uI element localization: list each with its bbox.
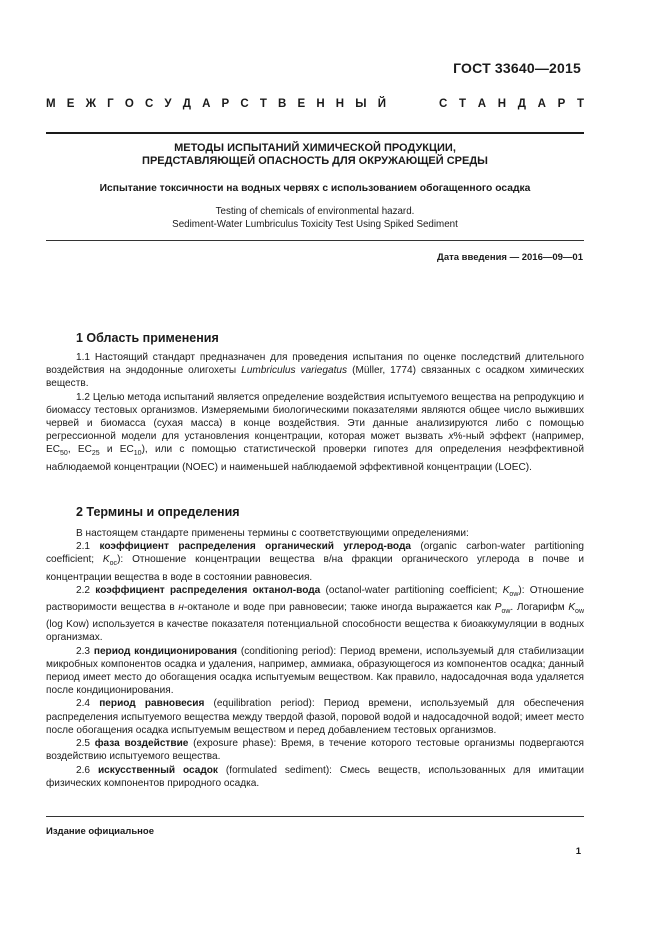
term-2-2: 2.2 коэффициент распределения октанол-вода (octanol-water partitioning coefficient; $K_{ow}$): Отношение растворимости вещества в н-октаноле и воде при равновесии; также иногда выражается как $P_{ow}$. Логарифм $K_{ow}$ (log Kow) используется в качестве показателя потенциальной способности вещества к биоаккумуляции в водных организмах. xyxy=(46,584,584,644)
footer-rule xyxy=(46,816,584,817)
term-2-3: 2.3 период кондиционирования (conditioning period): Период времени, используемый для стабилизации микробных компонентов осадка и удаления, например, аммиака, образующегося из компонентов осадка; данный период имеет место до обогащения осадка испытуемым веществом. Как правило, надосадочная вода удаляется после кондиционирования. xyxy=(46,645,584,697)
standard-word: С Т А Н Д А Р Т xyxy=(439,98,584,110)
section-1-body xyxy=(46,351,584,474)
interstate-word: М Е Ж Г О С У Д А Р С Т В Е Н Н Ы Й xyxy=(46,98,386,110)
introduction-date: Дата введения — 2016—09—01 xyxy=(437,252,583,263)
section-2-heading: 2 Термины и определения xyxy=(76,505,240,519)
document-subtitle: Испытание токсичности на водных червях с использованием обогащенного осадка xyxy=(99,183,531,194)
header-rule xyxy=(46,132,584,134)
english-title-line-1: Testing of chemicals of environmental hazard. xyxy=(215,206,415,217)
section-1-heading: 1 Область применения xyxy=(76,331,219,345)
paragraph-1-1: 1.1 Настоящий стандарт предназначен для проведения испытания по оценке последствий длительного воздействия на эндодонные олигохеты Lumbriculus variegatus (Müller, 1774) связанных с осадком химических веществ. xyxy=(46,352,584,390)
section-2-intro: В настоящем стандарте применены термины с соответствующими определениями: xyxy=(76,528,469,539)
english-title xyxy=(46,206,584,231)
paragraph-1-2: 1.2 Целью метода испытаний является определение воздействия испытуемого вещества на репродукцию и биомассу тестовых организмов. Измеряемыми биологическими показателями являются общее число выживших червей и биомасса (сухая масса) в конце воздействия. Эти данные анализируются либо с помощью регрессионной модели для установления концентрации, которая может вызвать x%-ный эффект (например, $EC_{50}$, $EC_{25}$ и $EC_{10}$), или с помощью статистической проверки гипотез для определения неэффективной наблюдаемой концентрации (NOEC) и наименьшей наблюдаемой эффективной концентрации (LOEC). xyxy=(46,391,584,473)
term-2-1: 2.1 коэффициент распределения органический углерод-вода (organic carbon-water partitioning coefficient; $K_{oc}$): Отношение концентрации вещества в/на фракции органического углерода в почве и концентрации вещества в воде в состоянии равновесия. xyxy=(46,541,585,583)
term-2-4: 2.4 период равновесия (equilibration period): Период времени, используемый для обеспечения распределения испытуемого вещества между твердой фазой, поровой водой и надосадочной водой; имеет место после обогащения осадка испытуемым веществом и перед добавлением тестовых организмов. xyxy=(46,698,584,736)
title-line-2: ПРЕДСТАВЛЯЮЩЕЙ ОПАСНОСТЬ ДЛЯ ОКРУЖАЮЩЕЙ СРЕДЫ xyxy=(142,155,488,167)
interstate-standard-heading xyxy=(46,98,584,110)
title-rule xyxy=(46,240,584,241)
page-number: 1 xyxy=(575,846,581,857)
official-edition-label: Издание официальное xyxy=(46,826,154,837)
term-2-5: 2.5 фаза воздействие (exposure phase): Время, в течение которого тестовые организмы подвергаются воздействию испытуемого вещества. xyxy=(46,738,584,763)
standard-number: ГОСТ 33640—2015 xyxy=(453,60,581,76)
english-title-line-2: Sediment-Water Lumbriculus Toxicity Test Using Spiked Sediment xyxy=(172,218,458,230)
document-title xyxy=(46,142,584,168)
section-2-body xyxy=(46,527,584,790)
title-line-1: МЕТОДЫ ИСПЫТАНИЙ ХИМИЧЕСКОЙ ПРОДУКЦИИ, xyxy=(174,142,456,154)
term-2-6: 2.6 искусственный осадок (formulated sediment): Смесь веществ, использованных для имитации физических компонентов природного осадка. xyxy=(46,764,584,789)
